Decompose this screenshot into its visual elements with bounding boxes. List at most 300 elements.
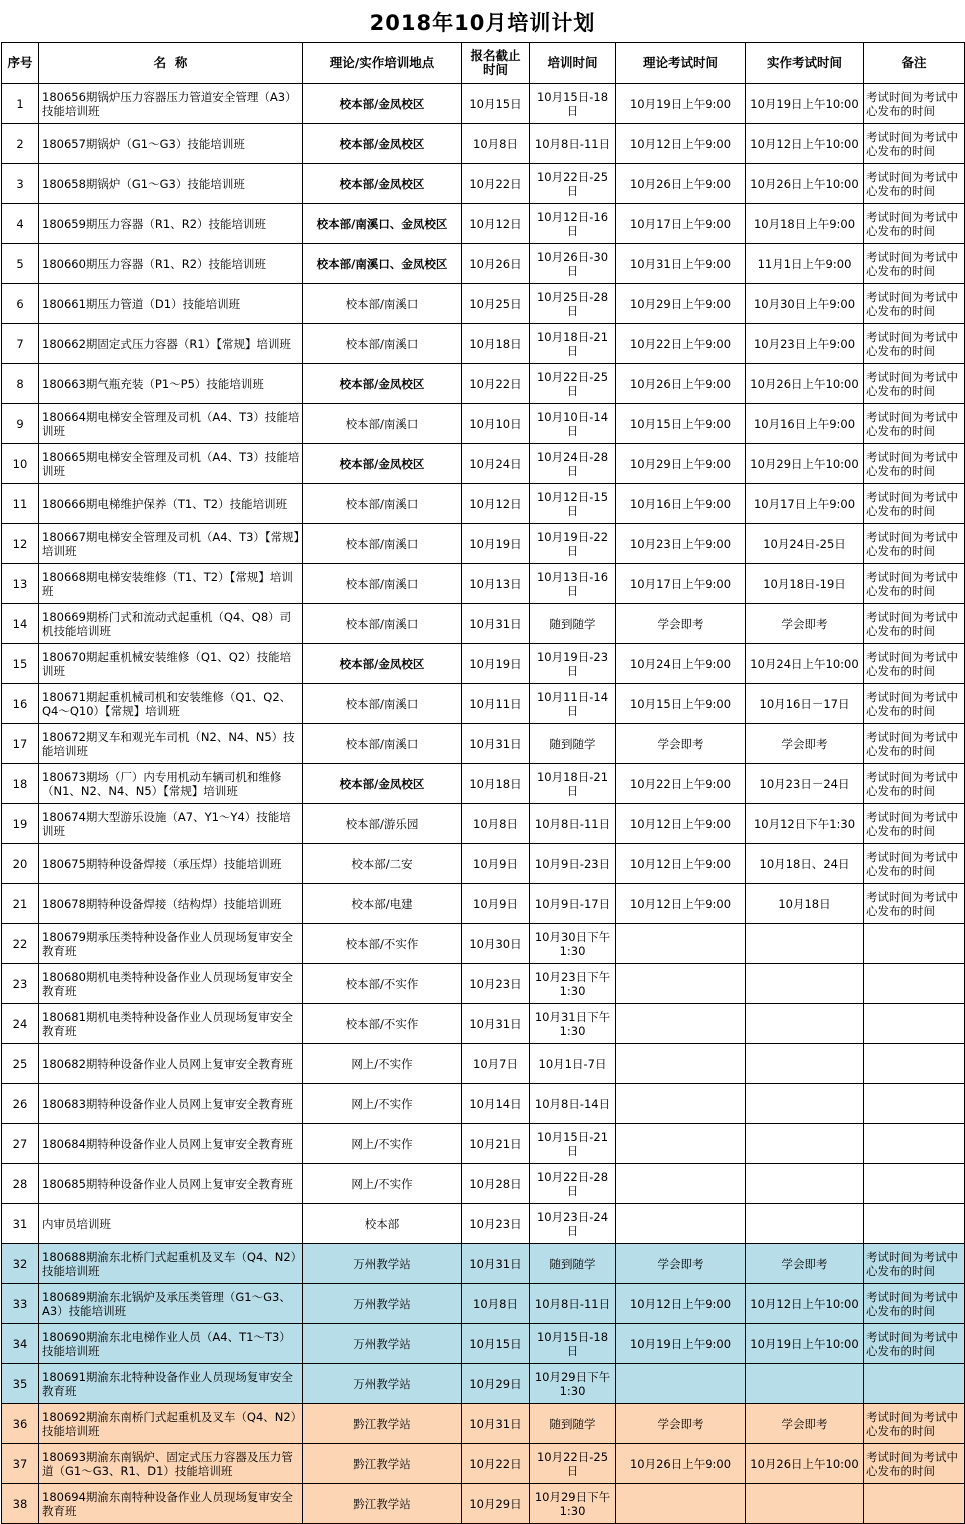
cell-training: 10月22日-25日 <box>530 1444 616 1484</box>
cell-practical: 10月26日上午10:00 <box>746 164 864 204</box>
cell-place: 黔江教学站 <box>303 1484 462 1524</box>
cell-training: 10月19日-22日 <box>530 524 616 564</box>
cell-deadline: 10月8日 <box>462 804 530 844</box>
cell-theory: 10月23日上午9:00 <box>616 524 746 564</box>
cell-theory <box>616 1124 746 1164</box>
cell-theory: 学会即考 <box>616 1404 746 1444</box>
cell-deadline: 10月22日 <box>462 164 530 204</box>
cell-no: 33 <box>2 1284 39 1324</box>
cell-name: 180663期气瓶充装（P1～P5）技能培训班 <box>39 364 303 404</box>
cell-deadline: 10月18日 <box>462 764 530 804</box>
cell-place: 网上/不实作 <box>303 1164 462 1204</box>
cell-note: 考试时间为考试中心发布的时间 <box>864 324 965 364</box>
cell-training: 10月29日下午1:30 <box>530 1364 616 1404</box>
cell-deadline: 10月25日 <box>462 284 530 324</box>
cell-practical: 10月18日-19日 <box>746 564 864 604</box>
cell-practical: 10月12日上午10:00 <box>746 124 864 164</box>
header-no: 序号 <box>2 43 39 84</box>
cell-no: 23 <box>2 964 39 1004</box>
cell-practical: 10月24日上午10:00 <box>746 644 864 684</box>
cell-note: 考试时间为考试中心发布的时间 <box>864 644 965 684</box>
cell-name: 180675期特种设备焊接（承压焊）技能培训班 <box>39 844 303 884</box>
cell-theory <box>616 1364 746 1404</box>
cell-no: 7 <box>2 324 39 364</box>
cell-training: 10月22日-25日 <box>530 164 616 204</box>
cell-training: 10月8日-11日 <box>530 804 616 844</box>
cell-practical <box>746 1004 864 1044</box>
cell-no: 3 <box>2 164 39 204</box>
cell-practical: 学会即考 <box>746 604 864 644</box>
cell-name: 180668期电梯安装维修（T1、T2）【常规】培训班 <box>39 564 303 604</box>
cell-name: 180690期渝东北电梯作业人员（A4、T1～T3）技能培训班 <box>39 1324 303 1364</box>
table-row <box>2 1124 965 1164</box>
table-row <box>2 444 965 484</box>
cell-practical: 学会即考 <box>746 1244 864 1284</box>
cell-name: 180669期桥门式和流动式起重机（Q4、Q8）司机技能培训班 <box>39 604 303 644</box>
cell-place: 万州教学站 <box>303 1324 462 1364</box>
header-theory: 理论考试时间 <box>616 43 746 84</box>
cell-deadline: 10月31日 <box>462 604 530 644</box>
cell-practical: 10月12日下午1:30 <box>746 804 864 844</box>
cell-training: 10月23日-24日 <box>530 1204 616 1244</box>
cell-note: 考试时间为考试中心发布的时间 <box>864 564 965 604</box>
cell-note: 考试时间为考试中心发布的时间 <box>864 764 965 804</box>
table-row <box>2 604 965 644</box>
cell-practical: 10月16日－17日 <box>746 684 864 724</box>
table-row <box>2 84 965 124</box>
cell-theory <box>616 1204 746 1244</box>
cell-training: 10月18日-21日 <box>530 764 616 804</box>
cell-deadline: 10月31日 <box>462 724 530 764</box>
cell-no: 25 <box>2 1044 39 1084</box>
cell-practical <box>746 1204 864 1244</box>
cell-deadline: 10月31日 <box>462 1004 530 1044</box>
cell-theory <box>616 1484 746 1524</box>
cell-name: 180673期场（厂）内专用机动车辆司机和维修（N1、N2、N4、N5）【常规】培训班 <box>39 764 303 804</box>
cell-note <box>864 964 965 1004</box>
cell-theory: 10月26日上午9:00 <box>616 364 746 404</box>
cell-no: 26 <box>2 1084 39 1124</box>
cell-place: 万州教学站 <box>303 1364 462 1404</box>
cell-deadline: 10月30日 <box>462 924 530 964</box>
cell-name: 180694期渝东南特种设备作业人员现场复审安全教育班 <box>39 1484 303 1524</box>
cell-note: 考试时间为考试中心发布的时间 <box>864 204 965 244</box>
cell-training: 10月25日-28日 <box>530 284 616 324</box>
table-row <box>2 1444 965 1484</box>
page-title: 2018年10月培训计划 <box>369 11 596 35</box>
cell-place: 网上/不实作 <box>303 1084 462 1124</box>
cell-no: 10 <box>2 444 39 484</box>
table-row <box>2 164 965 204</box>
cell-name: 180665期电梯安全管理及司机（A4、T3）技能培训班 <box>39 444 303 484</box>
table-row <box>2 1084 965 1124</box>
table-row <box>2 324 965 364</box>
cell-note: 考试时间为考试中心发布的时间 <box>864 84 965 124</box>
cell-training: 10月30日下午1:30 <box>530 924 616 964</box>
cell-note: 考试时间为考试中心发布的时间 <box>864 884 965 924</box>
cell-note: 考试时间为考试中心发布的时间 <box>864 684 965 724</box>
table-row <box>2 524 965 564</box>
table-row <box>2 1404 965 1444</box>
cell-place: 黔江教学站 <box>303 1444 462 1484</box>
cell-no: 19 <box>2 804 39 844</box>
cell-theory: 学会即考 <box>616 724 746 764</box>
cell-practical: 10月17日上午9:00 <box>746 484 864 524</box>
cell-practical: 10月12日上午10:00 <box>746 1284 864 1324</box>
table-body <box>2 84 965 1524</box>
cell-training: 10月22日-28日 <box>530 1164 616 1204</box>
cell-place: 校本部/电建 <box>303 884 462 924</box>
cell-theory: 10月12日上午9:00 <box>616 804 746 844</box>
cell-place: 校本部 <box>303 1204 462 1244</box>
cell-no: 21 <box>2 884 39 924</box>
cell-deadline: 10月12日 <box>462 484 530 524</box>
table-row <box>2 884 965 924</box>
cell-practical: 10月19日上午10:00 <box>746 1324 864 1364</box>
table-row <box>2 724 965 764</box>
cell-no: 17 <box>2 724 39 764</box>
cell-note <box>864 1364 965 1404</box>
cell-training: 10月19日-23日 <box>530 644 616 684</box>
cell-name: 180671期起重机械司机和安装维修（Q1、Q2、Q4～Q10）【常规】培训班 <box>39 684 303 724</box>
cell-name: 180666期电梯维护保养（T1、T2）技能培训班 <box>39 484 303 524</box>
cell-theory: 10月12日上午9:00 <box>616 884 746 924</box>
header-name: 名 称 <box>39 43 303 84</box>
cell-practical: 11月1日上午9:00 <box>746 244 864 284</box>
cell-name: 180678期特种设备焊接（结构焊）技能培训班 <box>39 884 303 924</box>
cell-deadline: 10月14日 <box>462 1084 530 1124</box>
cell-name: 180684期特种设备作业人员网上复审安全教育班 <box>39 1124 303 1164</box>
cell-training: 随到随学 <box>530 1244 616 1284</box>
table-row <box>2 964 965 1004</box>
cell-note <box>864 1124 965 1164</box>
cell-no: 8 <box>2 364 39 404</box>
cell-training: 10月12日-15日 <box>530 484 616 524</box>
table-row <box>2 364 965 404</box>
cell-practical <box>746 1364 864 1404</box>
cell-practical: 10月18日上午9:00 <box>746 204 864 244</box>
cell-no: 32 <box>2 1244 39 1284</box>
cell-place: 万州教学站 <box>303 1244 462 1284</box>
cell-note: 考试时间为考试中心发布的时间 <box>864 404 965 444</box>
cell-note <box>864 1204 965 1244</box>
cell-deadline: 10月9日 <box>462 844 530 884</box>
cell-theory: 10月24日上午9:00 <box>616 644 746 684</box>
cell-place: 校本部/南溪口 <box>303 724 462 764</box>
cell-note <box>864 1044 965 1084</box>
cell-no: 16 <box>2 684 39 724</box>
cell-training: 10月8日-11日 <box>530 124 616 164</box>
cell-deadline: 10月31日 <box>462 1404 530 1444</box>
cell-practical: 10月18日 <box>746 884 864 924</box>
cell-name: 180662期固定式压力容器（R1）【常规】培训班 <box>39 324 303 364</box>
cell-place: 校本部/金凤校区 <box>303 644 462 684</box>
cell-note: 考试时间为考试中心发布的时间 <box>864 524 965 564</box>
table-row <box>2 1284 965 1324</box>
cell-theory: 10月12日上午9:00 <box>616 1284 746 1324</box>
cell-practical: 10月16日上午9:00 <box>746 404 864 444</box>
cell-practical: 10月23日－24日 <box>746 764 864 804</box>
cell-training: 10月26日-30日 <box>530 244 616 284</box>
table-row <box>2 644 965 684</box>
cell-place: 校本部/金凤校区 <box>303 164 462 204</box>
cell-no: 35 <box>2 1364 39 1404</box>
cell-no: 34 <box>2 1324 39 1364</box>
cell-practical <box>746 1084 864 1124</box>
cell-deadline: 10月10日 <box>462 404 530 444</box>
cell-name: 180693期渝东南锅炉、固定式压力容器及压力管道（G1～G3、R1、D1）技能培训班 <box>39 1444 303 1484</box>
cell-name: 180661期压力管道（D1）技能培训班 <box>39 284 303 324</box>
cell-training: 随到随学 <box>530 724 616 764</box>
cell-deadline: 10月9日 <box>462 884 530 924</box>
cell-no: 13 <box>2 564 39 604</box>
cell-note <box>864 1484 965 1524</box>
cell-theory <box>616 924 746 964</box>
cell-theory <box>616 1084 746 1124</box>
cell-name: 180688期渝东北桥门式起重机及叉车（Q4、N2）技能培训班 <box>39 1244 303 1284</box>
cell-place: 校本部/不实作 <box>303 964 462 1004</box>
cell-theory: 10月19日上午9:00 <box>616 84 746 124</box>
table-row <box>2 484 965 524</box>
cell-place: 校本部/金凤校区 <box>303 124 462 164</box>
cell-practical: 10月30日上午9:00 <box>746 284 864 324</box>
header-note: 备注 <box>864 43 965 84</box>
cell-note <box>864 1164 965 1204</box>
cell-theory: 10月22日上午9:00 <box>616 324 746 364</box>
cell-deadline: 10月13日 <box>462 564 530 604</box>
cell-place: 校本部/金凤校区 <box>303 364 462 404</box>
cell-training: 10月15日-21日 <box>530 1124 616 1164</box>
cell-practical: 10月19日上午10:00 <box>746 84 864 124</box>
table-row <box>2 1004 965 1044</box>
table-row <box>2 924 965 964</box>
cell-training: 随到随学 <box>530 1404 616 1444</box>
cell-note: 考试时间为考试中心发布的时间 <box>864 604 965 644</box>
cell-place: 校本部/南溪口、金凤校区 <box>303 204 462 244</box>
cell-name: 180682期特种设备作业人员网上复审安全教育班 <box>39 1044 303 1084</box>
cell-deadline: 10月19日 <box>462 644 530 684</box>
cell-place: 校本部/南溪口 <box>303 684 462 724</box>
cell-deadline: 10月29日 <box>462 1364 530 1404</box>
table-row <box>2 244 965 284</box>
cell-theory: 学会即考 <box>616 604 746 644</box>
cell-place: 校本部/金凤校区 <box>303 764 462 804</box>
table-row <box>2 764 965 804</box>
cell-practical <box>746 964 864 1004</box>
cell-theory: 10月26日上午9:00 <box>616 1444 746 1484</box>
cell-deadline: 10月12日 <box>462 204 530 244</box>
cell-name: 180667期电梯安全管理及司机（A4、T3）【常规】培训班 <box>39 524 303 564</box>
table-row <box>2 684 965 724</box>
cell-name: 180683期特种设备作业人员网上复审安全教育班 <box>39 1084 303 1124</box>
cell-practical: 10月26日上午10:00 <box>746 1444 864 1484</box>
cell-theory: 10月16日上午9:00 <box>616 484 746 524</box>
cell-training: 10月15日-18日 <box>530 84 616 124</box>
table-row <box>2 1324 965 1364</box>
cell-deadline: 10月24日 <box>462 444 530 484</box>
cell-note: 考试时间为考试中心发布的时间 <box>864 364 965 404</box>
cell-place: 校本部/南溪口 <box>303 324 462 364</box>
cell-no: 6 <box>2 284 39 324</box>
cell-deadline: 10月31日 <box>462 1244 530 1284</box>
table-row <box>2 284 965 324</box>
cell-no: 9 <box>2 404 39 444</box>
training-schedule-table <box>1 42 965 1524</box>
table-row <box>2 404 965 444</box>
cell-deadline: 10月15日 <box>462 84 530 124</box>
cell-no: 27 <box>2 1124 39 1164</box>
cell-practical: 10月29日上午10:00 <box>746 444 864 484</box>
cell-deadline: 10月21日 <box>462 1124 530 1164</box>
cell-practical: 10月18日、24日 <box>746 844 864 884</box>
cell-training: 10月9日-23日 <box>530 844 616 884</box>
table-row <box>2 804 965 844</box>
table-row <box>2 1164 965 1204</box>
table-row <box>2 1484 965 1524</box>
cell-name: 180680期机电类特种设备作业人员现场复审安全教育班 <box>39 964 303 1004</box>
cell-theory: 10月17日上午9:00 <box>616 204 746 244</box>
cell-place: 校本部/南溪口 <box>303 604 462 644</box>
cell-name: 180670期起重机械安装维修（Q1、Q2）技能培训班 <box>39 644 303 684</box>
cell-note: 考试时间为考试中心发布的时间 <box>864 124 965 164</box>
cell-practical: 学会即考 <box>746 1404 864 1444</box>
cell-no: 24 <box>2 1004 39 1044</box>
cell-no: 31 <box>2 1204 39 1244</box>
cell-place: 校本部/南溪口、金凤校区 <box>303 244 462 284</box>
cell-note: 考试时间为考试中心发布的时间 <box>864 164 965 204</box>
cell-note: 考试时间为考试中心发布的时间 <box>864 484 965 524</box>
cell-no: 15 <box>2 644 39 684</box>
cell-training: 10月18日-21日 <box>530 324 616 364</box>
table-row <box>2 844 965 884</box>
cell-deadline: 10月28日 <box>462 1164 530 1204</box>
cell-place: 网上/不实作 <box>303 1124 462 1164</box>
cell-deadline: 10月26日 <box>462 244 530 284</box>
cell-no: 22 <box>2 924 39 964</box>
table-row <box>2 204 965 244</box>
cell-place: 校本部/金凤校区 <box>303 444 462 484</box>
cell-training: 10月8日-11日 <box>530 1284 616 1324</box>
cell-name: 180656期锅炉压力容器压力管道安全管理（A3）技能培训班 <box>39 84 303 124</box>
cell-theory <box>616 1164 746 1204</box>
cell-name: 180679期承压类特种设备作业人员现场复审安全教育班 <box>39 924 303 964</box>
cell-practical <box>746 1484 864 1524</box>
cell-training: 10月8日-14日 <box>530 1084 616 1124</box>
cell-deadline: 10月19日 <box>462 524 530 564</box>
cell-place: 校本部/金凤校区 <box>303 84 462 124</box>
table-row <box>2 1244 965 1284</box>
cell-training: 10月23日下午1:30 <box>530 964 616 1004</box>
cell-name: 180685期特种设备作业人员网上复审安全教育班 <box>39 1164 303 1204</box>
cell-name: 180681期机电类特种设备作业人员现场复审安全教育班 <box>39 1004 303 1044</box>
cell-deadline: 10月23日 <box>462 1204 530 1244</box>
header-training: 培训时间 <box>530 43 616 84</box>
cell-place: 黔江教学站 <box>303 1404 462 1444</box>
cell-no: 11 <box>2 484 39 524</box>
cell-practical <box>746 1124 864 1164</box>
cell-place: 校本部/游乐园 <box>303 804 462 844</box>
cell-theory <box>616 964 746 1004</box>
cell-training: 10月31日下午1:30 <box>530 1004 616 1044</box>
cell-theory <box>616 1044 746 1084</box>
cell-training: 10月11日-14日 <box>530 684 616 724</box>
cell-no: 2 <box>2 124 39 164</box>
cell-name: 180691期渝东北特种设备作业人员现场复审安全教育班 <box>39 1364 303 1404</box>
cell-training: 10月1日-7日 <box>530 1044 616 1084</box>
cell-training: 10月9日-17日 <box>530 884 616 924</box>
cell-note: 考试时间为考试中心发布的时间 <box>864 1324 965 1364</box>
cell-practical <box>746 1044 864 1084</box>
cell-note <box>864 924 965 964</box>
table-row <box>2 1044 965 1084</box>
cell-no: 5 <box>2 244 39 284</box>
cell-place: 校本部/不实作 <box>303 924 462 964</box>
cell-no: 28 <box>2 1164 39 1204</box>
table-header-row <box>2 43 965 84</box>
table-row <box>2 1204 965 1244</box>
header-deadline: 报名截止时间 <box>462 43 530 84</box>
cell-theory: 10月12日上午9:00 <box>616 844 746 884</box>
cell-note <box>864 1084 965 1124</box>
cell-note: 考试时间为考试中心发布的时间 <box>864 244 965 284</box>
cell-practical: 10月24日-25日 <box>746 524 864 564</box>
cell-place: 校本部/南溪口 <box>303 484 462 524</box>
cell-theory: 10月29日上午9:00 <box>616 284 746 324</box>
cell-training: 10月12日-16日 <box>530 204 616 244</box>
cell-training: 10月10日-14日 <box>530 404 616 444</box>
header-practical: 实作考试时间 <box>746 43 864 84</box>
cell-no: 18 <box>2 764 39 804</box>
cell-no: 1 <box>2 84 39 124</box>
cell-note: 考试时间为考试中心发布的时间 <box>864 284 965 324</box>
table-row <box>2 1364 965 1404</box>
cell-theory: 学会即考 <box>616 1244 746 1284</box>
table-row <box>2 124 965 164</box>
cell-theory: 10月22日上午9:00 <box>616 764 746 804</box>
cell-place: 校本部/不实作 <box>303 1004 462 1044</box>
cell-place: 校本部/南溪口 <box>303 404 462 444</box>
cell-name: 180672期叉车和观光车司机（N2、N4、N5）技能培训班 <box>39 724 303 764</box>
cell-practical <box>746 1164 864 1204</box>
cell-name: 内审员培训班 <box>39 1204 303 1244</box>
cell-practical: 学会即考 <box>746 724 864 764</box>
cell-deadline: 10月8日 <box>462 124 530 164</box>
cell-note: 考试时间为考试中心发布的时间 <box>864 1404 965 1444</box>
cell-name: 180660期压力容器（R1、R2）技能培训班 <box>39 244 303 284</box>
cell-note: 考试时间为考试中心发布的时间 <box>864 804 965 844</box>
cell-note: 考试时间为考试中心发布的时间 <box>864 844 965 884</box>
cell-place: 万州教学站 <box>303 1284 462 1324</box>
cell-place: 网上/不实作 <box>303 1044 462 1084</box>
cell-note: 考试时间为考试中心发布的时间 <box>864 724 965 764</box>
cell-no: 12 <box>2 524 39 564</box>
cell-deadline: 10月8日 <box>462 1284 530 1324</box>
cell-no: 37 <box>2 1444 39 1484</box>
cell-name: 180692期渝东南桥门式起重机及叉车（Q4、N2）技能培训班 <box>39 1404 303 1444</box>
cell-deadline: 10月7日 <box>462 1044 530 1084</box>
cell-place: 校本部/南溪口 <box>303 524 462 564</box>
cell-deadline: 10月22日 <box>462 1444 530 1484</box>
cell-deadline: 10月15日 <box>462 1324 530 1364</box>
cell-theory: 10月15日上午9:00 <box>616 404 746 444</box>
cell-place: 校本部/南溪口 <box>303 284 462 324</box>
cell-deadline: 10月23日 <box>462 964 530 1004</box>
cell-no: 20 <box>2 844 39 884</box>
cell-no: 14 <box>2 604 39 644</box>
cell-name: 180657期锅炉（G1～G3）技能培训班 <box>39 124 303 164</box>
cell-no: 4 <box>2 204 39 244</box>
cell-theory: 10月26日上午9:00 <box>616 164 746 204</box>
